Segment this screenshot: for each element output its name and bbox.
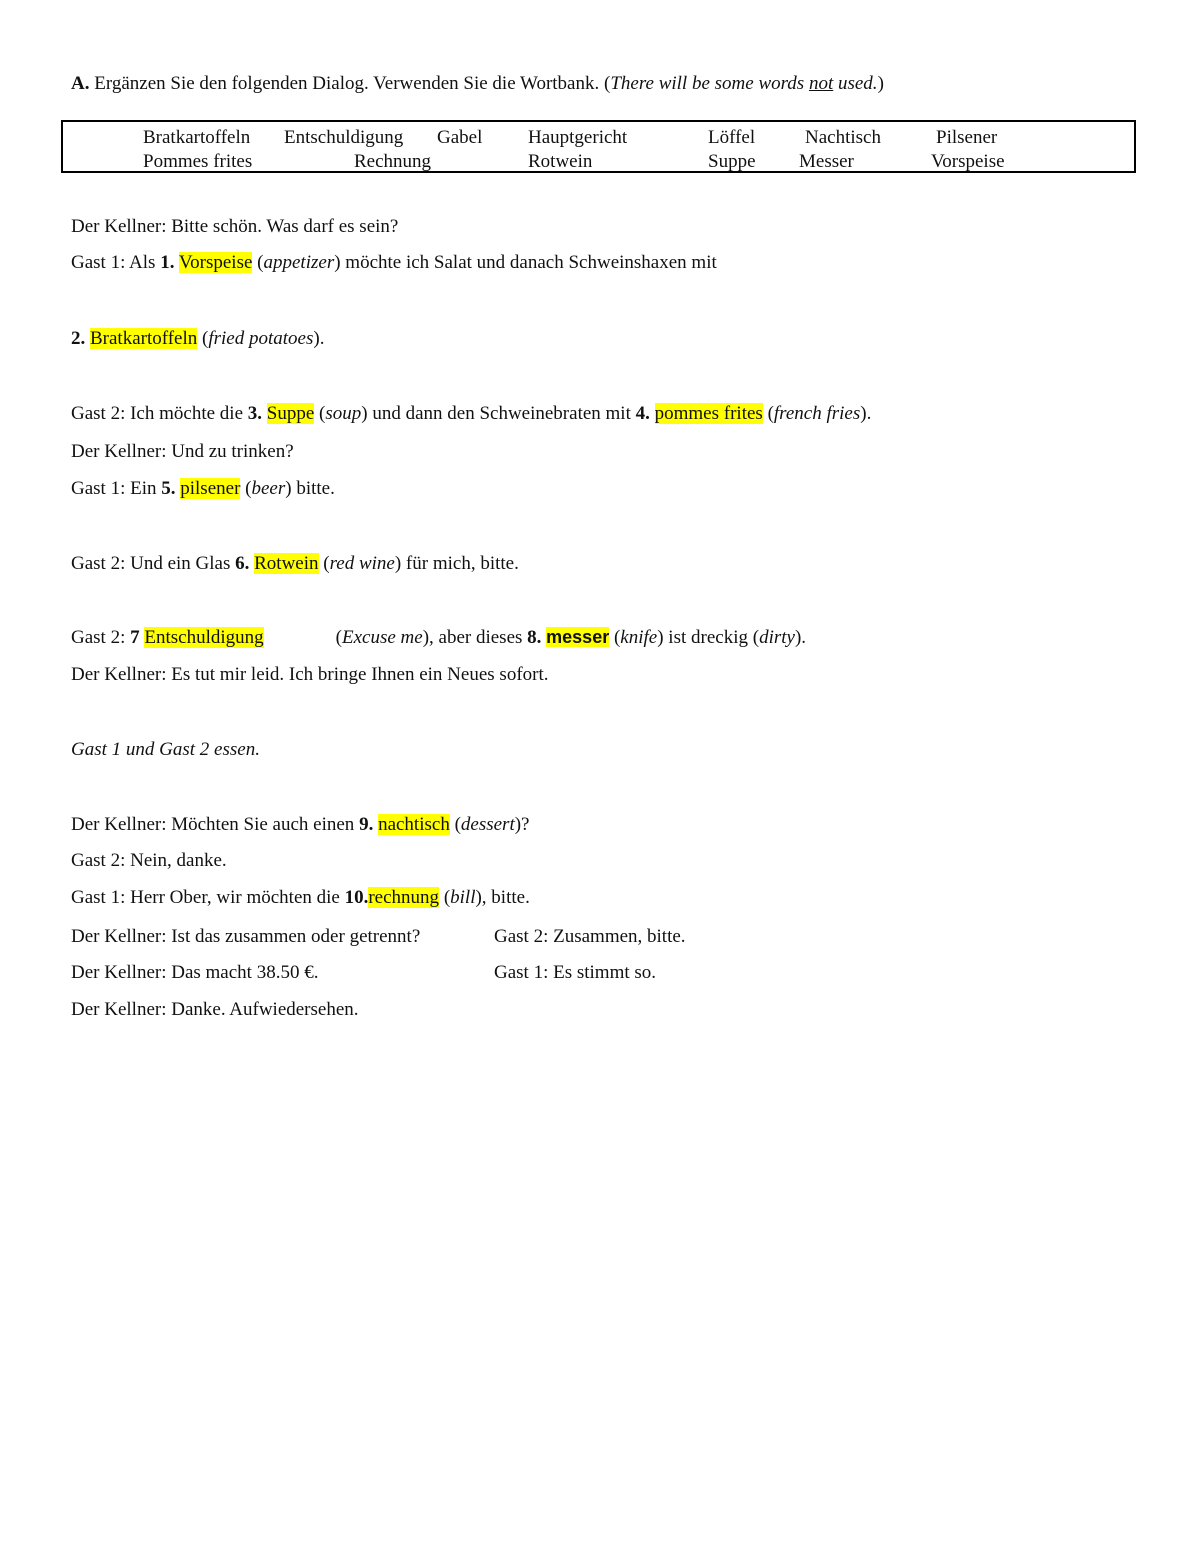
blank-number: 4. <box>635 403 650 424</box>
instructions-line <box>71 72 884 96</box>
line-text: ) möchte ich Salat und danach Schweinshaxen mit <box>334 252 717 273</box>
answer-highlight: Vorspeise <box>178 252 253 273</box>
gloss: beer <box>251 478 286 499</box>
line-text: ) bitte. <box>285 478 335 499</box>
line-text: ( <box>314 403 326 424</box>
instructions-text: Ergänzen Sie den folgenden Dialog. Verwenden Sie die Wortbank. ( <box>89 73 611 94</box>
dialog-line-5: Der Kellner: Und zu trinken? <box>71 441 294 462</box>
dialog-line-15-left: Der Kellner: Das macht 38.50 €. <box>71 962 319 983</box>
line-text: Gast 2: Ich möchte die <box>71 403 248 424</box>
dialog-line-6 <box>71 477 335 501</box>
spacer <box>650 403 655 424</box>
line-text: Gast 2: <box>71 627 131 648</box>
blank-number: 1. <box>160 252 175 273</box>
line-text: ( <box>609 627 621 648</box>
line-text: Der Kellner: Möchten Sie auch einen <box>71 814 360 835</box>
dialog-line-16: Der Kellner: Danke. Aufwiedersehen. <box>71 999 359 1020</box>
answer-highlight: nachtisch <box>378 814 450 835</box>
gloss: knife <box>620 627 658 648</box>
wordbank-word: Pommes frites <box>143 151 253 172</box>
dialog-line-3 <box>71 327 324 351</box>
gloss: dessert <box>460 814 515 835</box>
wordbank-word: Suppe <box>708 151 756 172</box>
wordbank-word: Messer <box>799 151 854 172</box>
dialog-line-2 <box>71 251 717 275</box>
answer-highlight: pommes frites <box>654 403 763 424</box>
wordbank-word: Vorspeise <box>931 151 1005 172</box>
gloss: appetizer <box>263 252 335 273</box>
blank-number: 10. <box>344 887 369 908</box>
dialog-line-4 <box>71 402 871 426</box>
line-text: ( <box>252 252 264 273</box>
blank-number: 2. <box>71 328 86 349</box>
line-text: Gast 2: Und ein Glas <box>71 553 236 574</box>
line-text: ). <box>794 627 807 648</box>
line-text: Gast 1: Als <box>71 252 161 273</box>
answer-highlight: messer <box>546 627 610 647</box>
dialog-line-11 <box>71 813 530 837</box>
note-text-b: used. <box>833 73 878 94</box>
dialog-line-14-left: Der Kellner: Ist das zusammen oder getrennt? <box>71 926 421 947</box>
gloss: Excuse me <box>341 627 423 648</box>
gloss: fried potatoes <box>208 328 314 349</box>
line-text: )? <box>514 814 530 835</box>
answer-highlight: Rotwein <box>254 553 319 574</box>
stage-direction: Gast 1 und Gast 2 essen. <box>71 739 260 760</box>
line-text: ( <box>240 478 252 499</box>
gloss: dirty <box>759 627 795 648</box>
wordbank-word: Gabel <box>437 127 483 148</box>
line-text: Gast 1: Ein <box>71 478 162 499</box>
line-text: ) und dann den Schweinebraten mit <box>361 403 636 424</box>
answer-highlight: pilsener <box>180 478 241 499</box>
gloss: red wine <box>329 553 395 574</box>
note-text-a: There will be some words <box>610 73 809 94</box>
wordbank-word: Nachtisch <box>805 127 881 148</box>
line-text: ). <box>860 403 872 424</box>
answer-highlight: Suppe <box>266 403 315 424</box>
blank-number: 9. <box>359 814 374 835</box>
wordbank-word: Rechnung <box>354 151 432 172</box>
dialog-line-9: Der Kellner: Es tut mir leid. Ich bringe Ihnen ein Neues sofort. <box>71 664 549 685</box>
dialog-line-13 <box>71 886 530 910</box>
line-text: ( <box>449 814 461 835</box>
answer-highlight: Entschuldigung <box>144 627 264 648</box>
line-text: ( <box>197 328 209 349</box>
word-bank <box>61 120 1136 173</box>
answer-highlight: Bratkartoffeln <box>90 328 198 349</box>
line-text: ), aber dieses <box>422 627 528 648</box>
blank-number: 7 <box>130 627 140 648</box>
wordbank-word: Entschuldigung <box>284 127 404 148</box>
line-text: Gast 1: Herr Ober, wir möchten die <box>71 887 345 908</box>
gloss: bill <box>450 887 476 908</box>
line-text: ) ist dreckig ( <box>657 627 760 648</box>
dialog-line-14-right: Gast 2: Zusammen, bitte. <box>494 926 686 947</box>
wordbank-word: Bratkartoffeln <box>143 127 251 148</box>
blank-number: 6. <box>235 553 250 574</box>
line-text: ( <box>439 887 451 908</box>
line-text: ( <box>762 403 774 424</box>
wordbank-word: Löffel <box>708 127 756 148</box>
note-not: not <box>808 73 834 94</box>
blank-number: 8. <box>527 627 542 648</box>
line-text: ( <box>318 553 330 574</box>
dialog-line-1: Der Kellner: Bitte schön. Was darf es sein? <box>71 216 399 237</box>
dialog-line-7 <box>71 552 519 576</box>
dialog-line-12: Gast 2: Nein, danke. <box>71 850 227 871</box>
dialog-line-8 <box>71 625 806 650</box>
section-label: A. <box>71 73 90 94</box>
line-text: ), bitte. <box>475 887 530 908</box>
answer-highlight: rechnung <box>368 887 440 908</box>
line-text: ) für mich, bitte. <box>394 553 519 574</box>
wordbank-word: Rotwein <box>528 151 593 172</box>
gloss: french fries <box>773 403 861 424</box>
wordbank-word: Hauptgericht <box>528 127 628 148</box>
blank-number: 5. <box>161 478 176 499</box>
wordbank-word: Pilsener <box>936 127 998 148</box>
blank-number: 3. <box>247 403 263 424</box>
dialog-line-15-right: Gast 1: Es stimmt so. <box>494 962 657 983</box>
line-text: ). <box>313 328 325 349</box>
gloss: soup <box>325 403 362 424</box>
line-text: ( <box>335 627 342 648</box>
note-close: ) <box>877 73 884 94</box>
